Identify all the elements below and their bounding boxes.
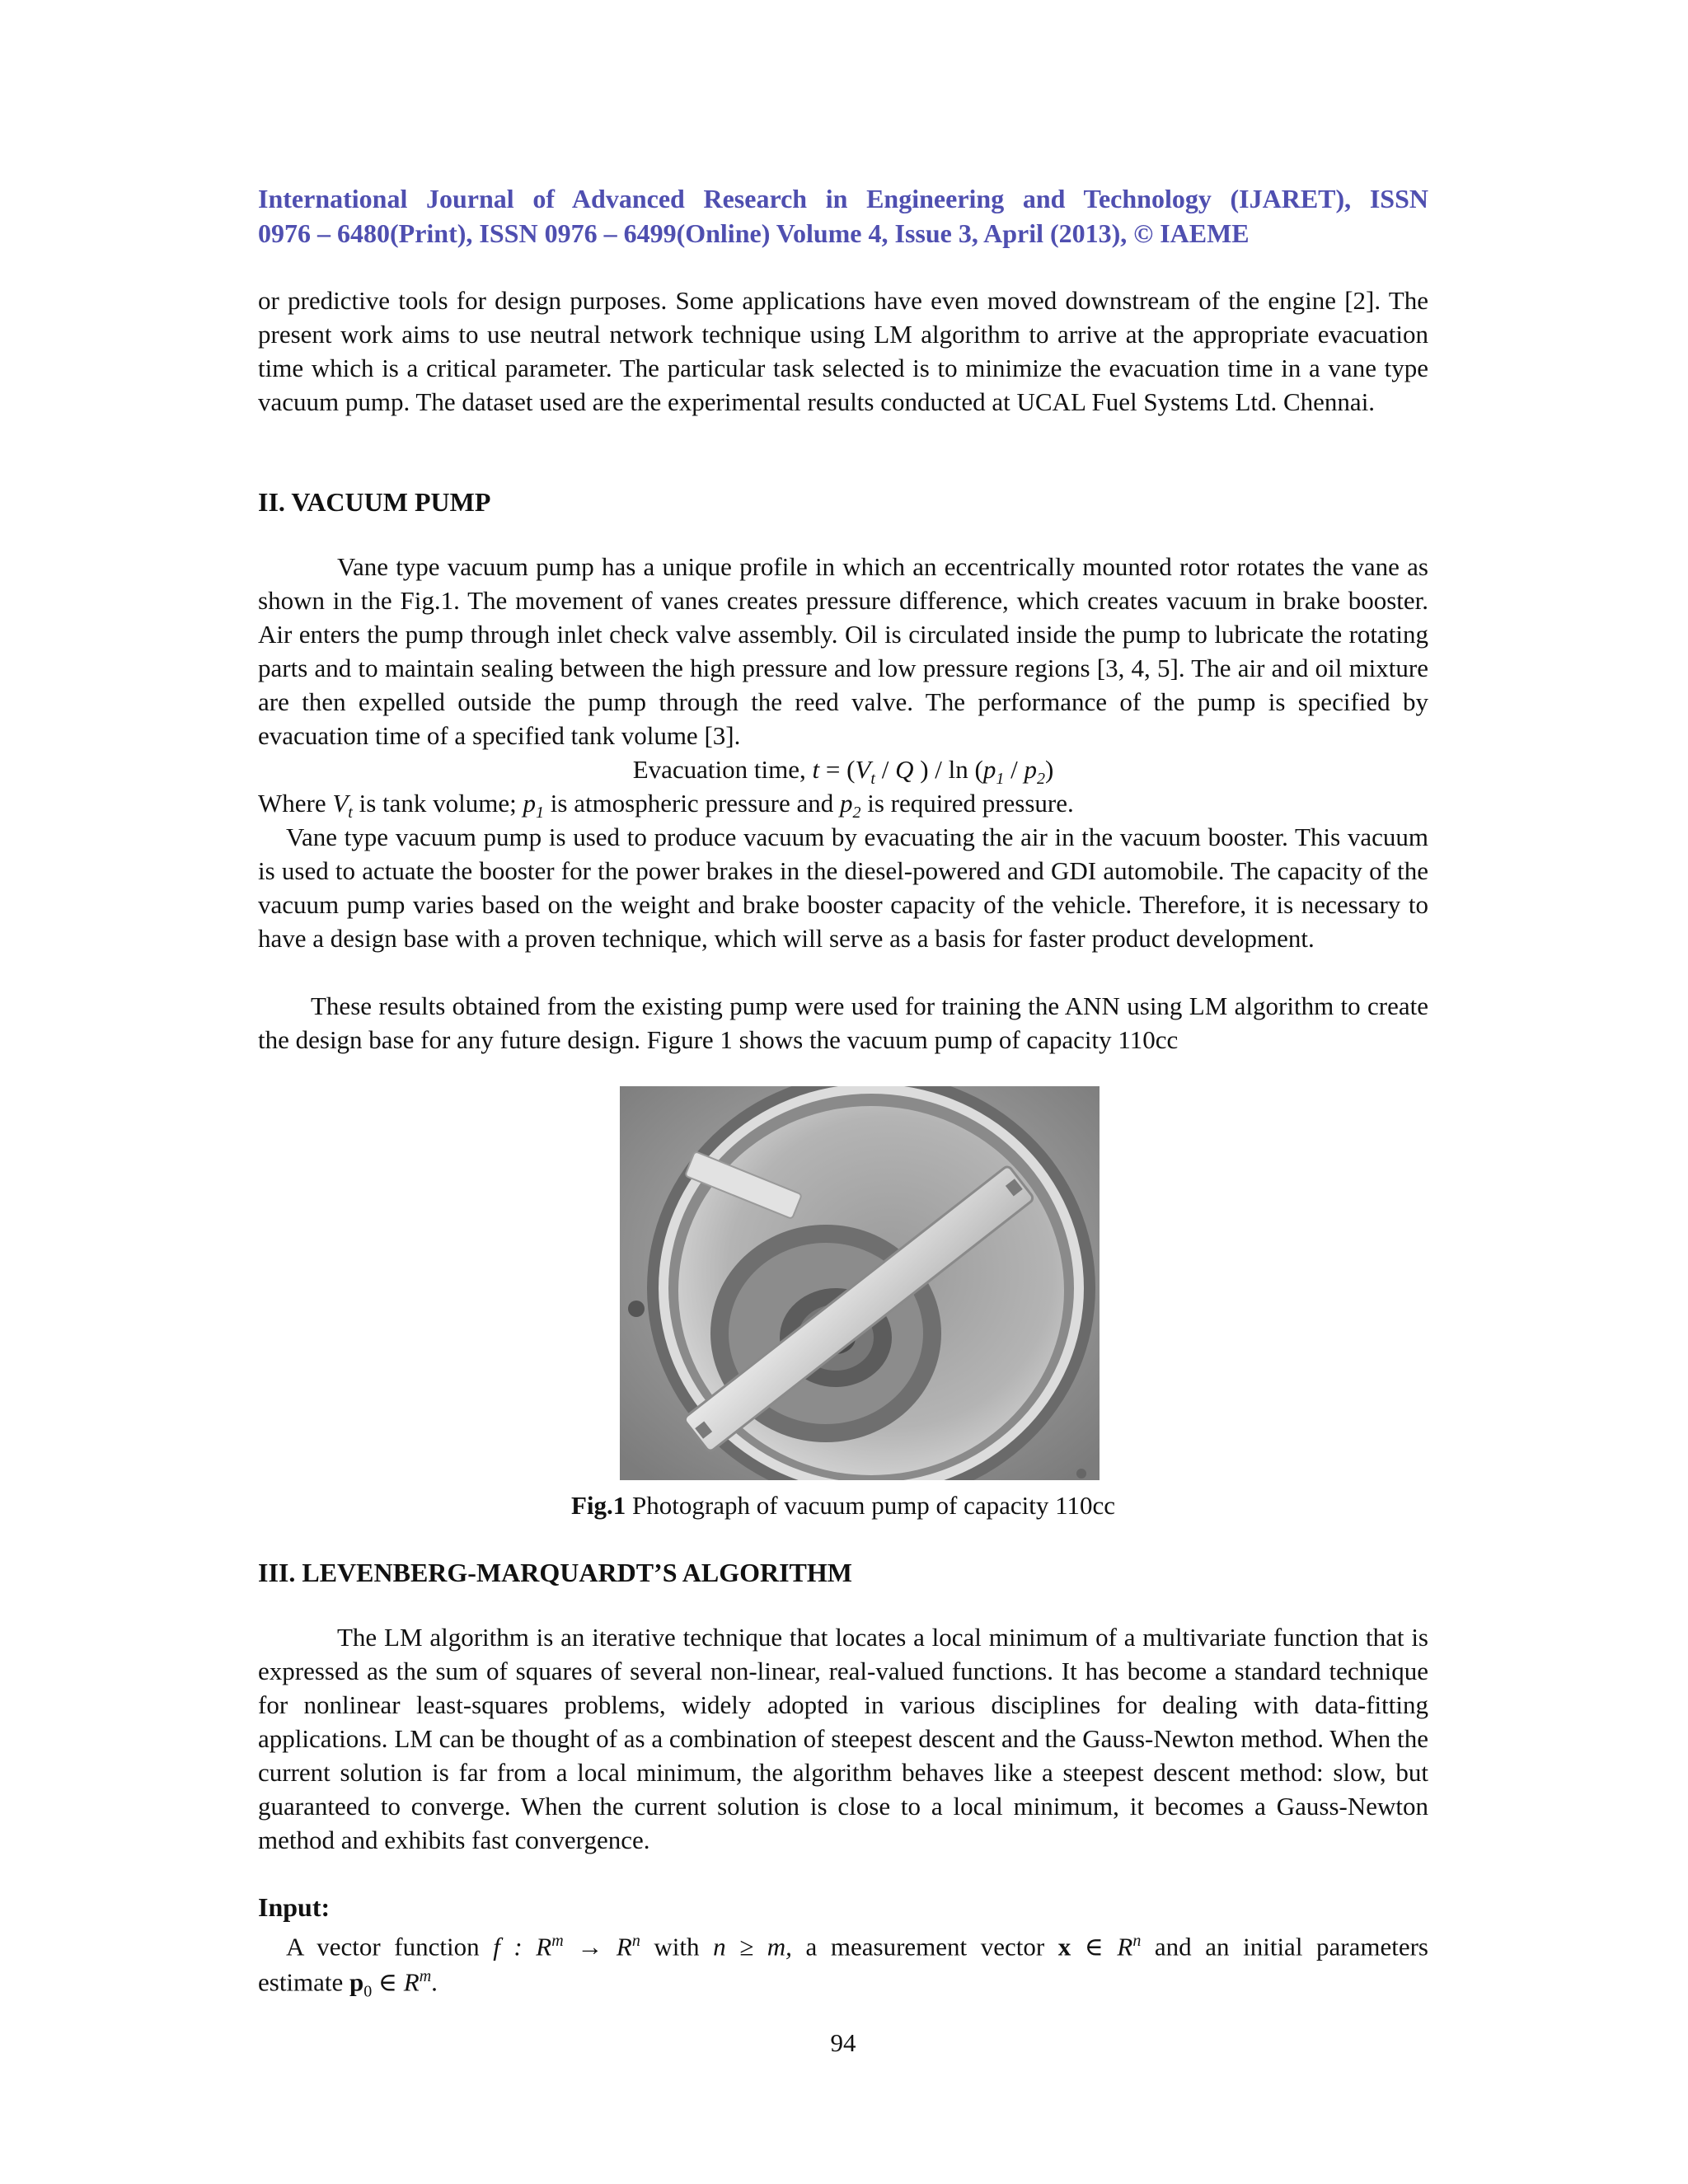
page-number: 94 — [830, 2028, 856, 2057]
equation-p1: p — [982, 755, 996, 784]
figure-caption-label: Fig.1 — [570, 1491, 626, 1520]
where-text-2: is tank volume; — [352, 789, 523, 818]
where-p2-sub: 2 — [852, 804, 861, 823]
input-line-n2: n — [1132, 1932, 1142, 1950]
input-line-m: m — [551, 1932, 564, 1950]
section-2-heading: II. VACUUM PUMP — [258, 487, 491, 517]
input-line-in: ∈ R — [1071, 1932, 1133, 1961]
input-line-condition: n ≥ m, — [713, 1932, 792, 1961]
equation-p1-sub: 1 — [996, 770, 1005, 789]
input-line-n: n — [631, 1932, 640, 1950]
estimate-p0-sub: 0 — [363, 1982, 373, 2001]
estimate-line — [258, 1960, 1428, 2009]
input-vector-line — [258, 1924, 1428, 1963]
estimate-in: ∈ R — [372, 1967, 420, 1997]
input-line-text-c: a measurement vector — [791, 1932, 1058, 1961]
where-text-4: is required pressure. — [860, 789, 1074, 818]
input-line-text-d: and an initial parameters — [1141, 1932, 1428, 1961]
equation-eq: = ( — [819, 755, 856, 784]
where-p1-sub: 1 — [536, 804, 545, 823]
where-v-sub: t — [348, 804, 353, 823]
vacuum-pump-photo — [620, 1086, 1100, 1480]
equation-slash: / — [1004, 755, 1025, 784]
where-text-1: Where — [258, 789, 333, 818]
where-p2: p — [840, 789, 853, 818]
where-p1: p — [523, 789, 537, 818]
section-2-paragraph-1: Vane type vacuum pump has a unique profile in which an eccentrically mounted rotor rotates the vane as shown in the Fig.1. The movement of vanes creates pressure difference, which creates vacuum in brake booster. Air enters the pump through inlet check valve assembly. Oil is circulated inside the pump to lubricate the rotating parts and to maintain sealing between the high pressure and low pressure regions [3, 4, 5]. The air and oil mixture are then expelled outside the pump through the reed valve. The performance of the pump is specified by evacuation time of a specified tank volume [3]. — [258, 552, 1428, 750]
where-text-3: is atmospheric pressure and — [544, 789, 840, 818]
equation-v-sub: t — [870, 770, 875, 789]
equation-p2: p — [1024, 755, 1037, 784]
equation-prefix: Evacuation time, — [632, 755, 813, 784]
equation-v: V — [855, 755, 871, 784]
input-line-x: x — [1057, 1932, 1071, 1961]
input-line-text-a: A vector function — [286, 1932, 494, 1961]
estimate-m: m — [419, 1967, 432, 1985]
equation-t: t — [812, 755, 820, 784]
equation-ln: ) / ln ( — [913, 755, 983, 784]
journal-header — [258, 181, 1428, 251]
estimate-text: estimate — [258, 1967, 350, 1997]
input-line-function: f : R — [493, 1932, 552, 1961]
section-2-paragraph-3: These results obtained from the existing pump were used for training the ANN using LM algorithm to create the design base for any future design. Figure 1 shows the vacuum pump of capacity 110cc — [258, 991, 1428, 1054]
intro-paragraph: or predictive tools for design purposes. Some applications have even moved downstream of the engine [2]. The present work aims to use neutral network technique using LM algorithm to arrive at the appropriate evacuation time which is a critical parameter. The particular task selected is to minimize the evacuation time in a vane type vacuum pump. The dataset used are the experimental results conducted at UCAL Fuel Systems Ltd. Chennai. — [258, 286, 1428, 416]
input-line-text-b: with — [640, 1932, 714, 1961]
equation-div: / — [874, 755, 896, 784]
estimate-p0: p — [349, 1967, 364, 1997]
figure-caption-text: Photograph of vacuum pump of capacity 110cc — [626, 1491, 1116, 1520]
estimate-dot: . — [431, 1967, 438, 1997]
equation-p2-sub: 2 — [1036, 770, 1045, 789]
journal-header-line-2: 0976 – 6480(Print), ISSN 0976 – 6499(Online) Volume 4, Issue 3, April (2013), © IAEME — [258, 218, 1250, 248]
section-2-paragraph-2: Vane type vacuum pump is used to produce vacuum by evacuating the air in the vacuum booster. This vacuum is used to actuate the booster for the power brakes in the diesel-powered and GDI automobile. The capacity of the vacuum pump varies based on the weight and brake booster capacity of the vehicle. Therefore, it is necessary to have a design base with a proven technique, which will serve as a basis for faster product development. — [258, 823, 1428, 953]
journal-header-line-1: International Journal of Advanced Research in Engineering and Technology (IJARET), ISSN — [258, 184, 1428, 213]
section-3-paragraph-1: The LM algorithm is an iterative technique that locates a local minimum of a multivariate function that is expressed as the sum of squares of several non-linear, real-valued functions. It has become a standard technique for nonlinear least-squares problems, widely adopted in various disciplines for dealing with data-fitting applications. LM can be thought of as a combination of steepest descent and the Gauss-Newton method. When the current solution is far from a local minimum, the algorithm behaves like a steepest descent method: slow, but guaranteed to converge. When the current solution is close to a local minimum, it becomes a Gauss-Newton method and exhibits fast convergence. — [258, 1623, 1428, 1854]
where-v: V — [332, 789, 349, 818]
equation-end: ) — [1044, 755, 1054, 784]
section-3-heading: III. LEVENBERG-MARQUARDT’S ALGORITHM — [258, 1558, 852, 1587]
input-label: Input: — [258, 1892, 331, 1922]
equation-q: Q — [895, 755, 914, 784]
figure-1-caption — [258, 1488, 1428, 1522]
input-line-arrow: → R — [563, 1932, 632, 1961]
